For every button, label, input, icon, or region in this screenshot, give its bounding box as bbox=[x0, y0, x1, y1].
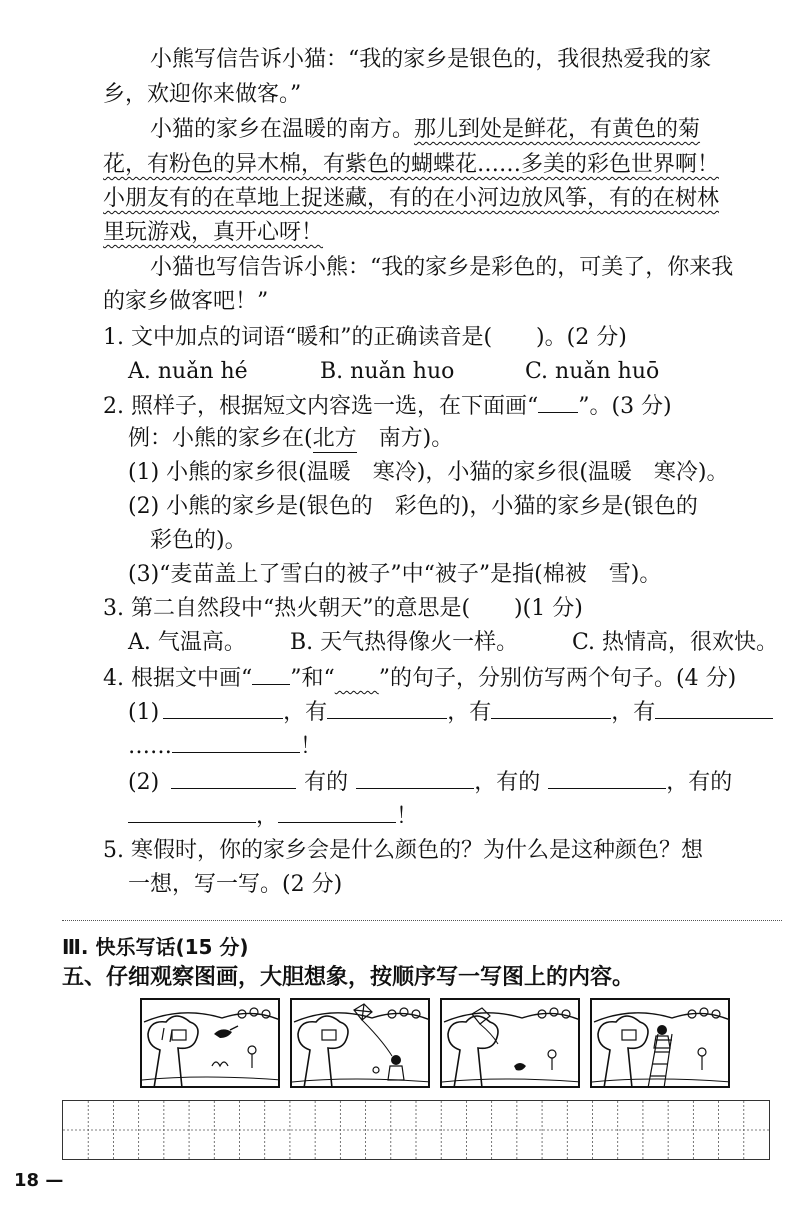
section-3-title: Ⅲ. 快乐写话(15 分) bbox=[62, 935, 249, 959]
q4-2-blank-1[interactable] bbox=[171, 766, 296, 789]
q4-item-2-line1 bbox=[128, 766, 800, 798]
q3-option-a: A. 气温高。 bbox=[128, 630, 246, 655]
q4-2-text-3: ，有的 bbox=[666, 770, 733, 795]
passage-p3-line1: 小猫也写信告诉小熊：“我的家乡是彩色的，可美了，你来我 bbox=[150, 255, 734, 280]
q4-1-exclaim: ！ bbox=[300, 734, 323, 759]
q2-text: 2. 照样子，根据短文内容选一选，在下面画“ bbox=[103, 394, 539, 419]
q2-item-2-line1[interactable]: (2) 小熊的家乡是(银色的 彩色的)，小猫的家乡是(银色的 bbox=[128, 494, 698, 519]
writing-grid-lines bbox=[63, 1101, 769, 1159]
q4-2-label: (2) bbox=[128, 770, 160, 795]
picture-3-kite-in-tree bbox=[440, 998, 580, 1088]
q4-2-text-2: ，有的 bbox=[474, 770, 541, 795]
q4-text-b: ”和“ bbox=[290, 666, 335, 691]
q4-straight-sample bbox=[252, 662, 290, 685]
question-5-line1: 5. 寒假时，你的家乡会是什么颜色的？为什么是这种颜色？想 bbox=[103, 838, 703, 863]
picture-2-girl-kite bbox=[290, 998, 430, 1088]
writing-grid[interactable] bbox=[62, 1100, 770, 1160]
passage-p3-line2: 的家乡做客吧！” bbox=[103, 289, 269, 314]
passage-wavy-underline: 小朋友有的在草地上捉迷藏，有的在小河边放风筝，有的在树林 bbox=[103, 186, 720, 211]
q2-underline-sample bbox=[538, 390, 578, 413]
q4-1-blank-1[interactable] bbox=[163, 696, 283, 719]
q4-1-text-1: ，有 bbox=[283, 700, 328, 725]
q2-item-1[interactable]: (1) 小熊的家乡很(温暖 寒冷)，小猫的家乡很(温暖 寒冷)。 bbox=[128, 460, 729, 485]
q4-1-label: (1) bbox=[128, 700, 160, 725]
passage-wavy-underline: 里玩游戏，真开心呀！ bbox=[103, 220, 324, 245]
passage-p2-line3 bbox=[103, 184, 800, 214]
girl-kite-icon bbox=[292, 1000, 430, 1088]
q4-wavy-sample bbox=[335, 666, 379, 691]
q2-item-3[interactable]: (3)“麦苗盖上了雪白的被子”中“被子”是指(棉被 雪)。 bbox=[128, 562, 662, 587]
q4-1-text-3: ，有 bbox=[611, 700, 656, 725]
q4-1-blank-4[interactable] bbox=[655, 696, 773, 719]
section-divider bbox=[62, 920, 782, 921]
q4-1-blank-2[interactable] bbox=[327, 696, 447, 719]
passage-p1-line2: 乡，欢迎你来做客。” bbox=[103, 82, 302, 107]
q2-example-c: 南方)。 bbox=[356, 426, 454, 451]
kite-tree-icon bbox=[442, 1000, 580, 1088]
question-3: 3. 第二自然段中“热火朝天”的意思是( )(1 分) bbox=[103, 596, 583, 621]
question-4 bbox=[103, 662, 800, 694]
q4-item-2-line2 bbox=[128, 800, 800, 832]
q4-2-comma: ， bbox=[256, 804, 279, 829]
q4-1-blank-5[interactable] bbox=[172, 730, 300, 753]
q2-tail: ”。(3 分) bbox=[578, 394, 672, 419]
picture-strip bbox=[140, 998, 730, 1090]
passage-wavy-underline: 那儿到处是鲜花，有黄色的菊 bbox=[414, 117, 701, 142]
picture-1-tree-bird bbox=[140, 998, 280, 1088]
q4-2-text-1: 有的 bbox=[304, 770, 349, 795]
q1-option-a: A. nuǎn hé bbox=[128, 359, 248, 384]
q4-2-blank-4[interactable] bbox=[128, 800, 256, 823]
q4-text-c: ”的句子，分别仿写两个句子。(4 分) bbox=[378, 666, 737, 691]
q4-item-1-line1 bbox=[128, 696, 800, 728]
passage-p1-line1: 小熊写信告诉小猫：“我的家乡是银色的，我很热爱我的家 bbox=[150, 47, 712, 72]
q2-example bbox=[128, 424, 800, 454]
passage-p2-line1 bbox=[150, 115, 800, 145]
q1-option-b: B. nuǎn huo bbox=[320, 359, 455, 384]
tree-bird-icon bbox=[142, 1000, 280, 1088]
q4-2-blank-2[interactable] bbox=[356, 766, 474, 789]
passage-p2-line4 bbox=[103, 218, 800, 248]
question-2 bbox=[103, 390, 800, 422]
section-3-prompt: 五、仔细观察图画，大胆想象，按顺序写一写图上的内容。 bbox=[62, 964, 635, 990]
q4-1-blank-3[interactable] bbox=[491, 696, 611, 719]
passage-p2-line2 bbox=[103, 150, 800, 180]
passage-p2-text: 小猫的家乡在温暖的南方。 bbox=[150, 117, 415, 142]
q4-item-1-line2 bbox=[128, 730, 800, 762]
question-5-line2: 一想，写一写。(2 分) bbox=[128, 872, 343, 897]
q4-2-exclaim: ！ bbox=[396, 804, 419, 829]
q4-1-ellipsis: …… bbox=[128, 734, 172, 759]
q4-2-blank-3[interactable] bbox=[548, 766, 666, 789]
q1-option-c: C. nuǎn huō bbox=[525, 359, 660, 384]
q2-example-answer: 北方 bbox=[312, 426, 357, 451]
q4-text-a: 4. 根据文中画“ bbox=[103, 666, 253, 691]
q4-2-blank-5[interactable] bbox=[278, 800, 396, 823]
page-number: 18 — bbox=[14, 1170, 64, 1191]
picture-4-girl-ladder bbox=[590, 998, 730, 1088]
q2-item-2-line2[interactable]: 彩色的)。 bbox=[150, 528, 247, 553]
q3-option-b: B. 天气热得像火一样。 bbox=[290, 630, 519, 655]
q4-1-text-2: ，有 bbox=[447, 700, 492, 725]
q3-option-c: C. 热情高，很欢快。 bbox=[572, 630, 779, 655]
passage-wavy-underline: 花，有粉色的异木棉，有紫色的蝴蝶花……多美的彩色世界啊！ bbox=[103, 152, 720, 177]
girl-ladder-icon bbox=[592, 1000, 730, 1088]
q2-example-a: 例：小熊的家乡在( bbox=[128, 426, 313, 451]
question-1: 1. 文中加点的词语“暖和”的正确读音是( )。(2 分) bbox=[103, 325, 627, 350]
